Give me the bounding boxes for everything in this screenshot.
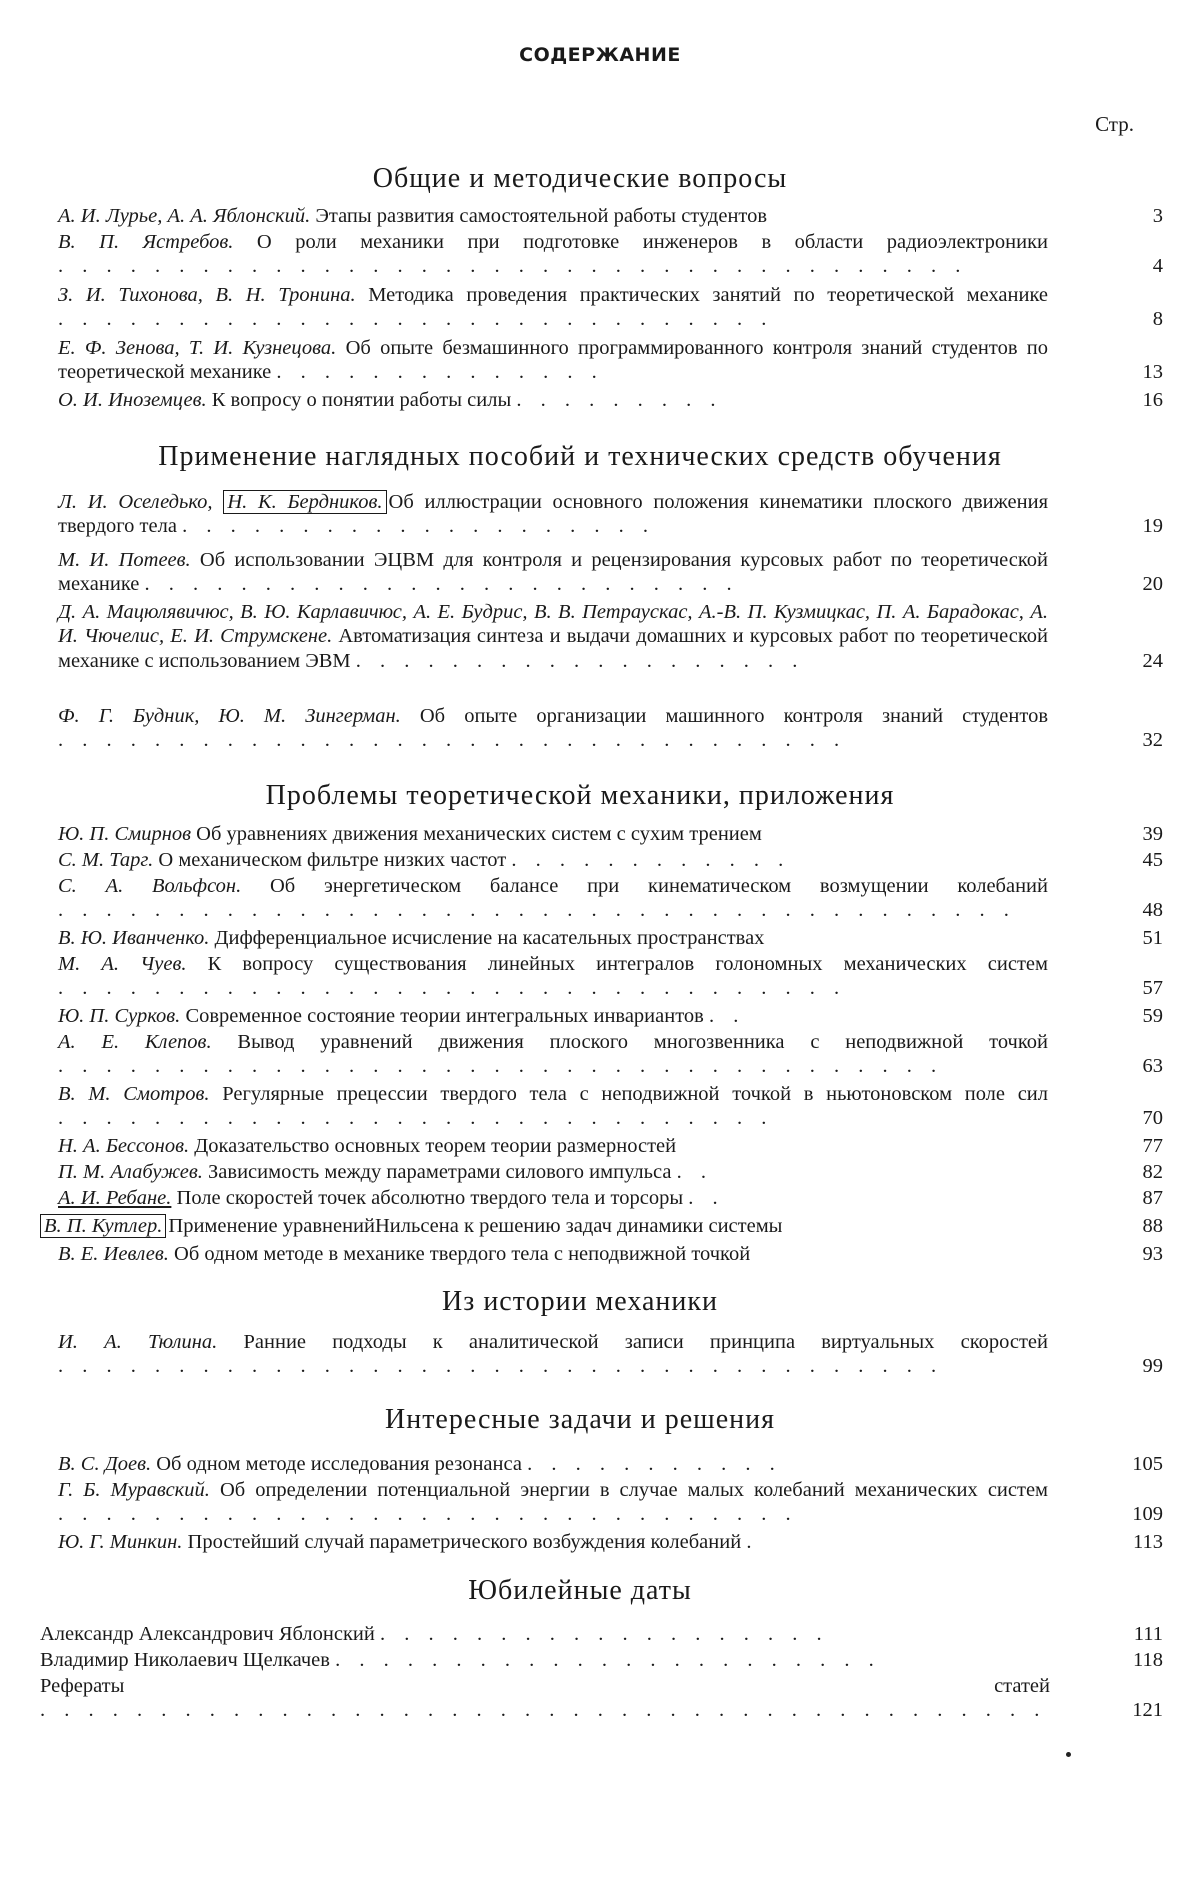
entry-page: 45 — [1142, 849, 1163, 871]
entry-page: 51 — [1142, 927, 1163, 949]
entry-title: Владимир Николаевич Щелкачев — [40, 1649, 330, 1671]
entry-page: 99 — [1142, 1355, 1163, 1378]
section-heading: Применение наглядных пособий и технических средств обучения — [158, 441, 1002, 472]
entry-page: 63 — [1142, 1055, 1163, 1078]
toc-entry: И. А. Тюлина. Ранние подходы к аналитической записи принципа виртуальных скоростей . . . . . . . . . . . . . . . . . . . . . . . . . . . . . . . . . . . . . 99 — [58, 1331, 1163, 1378]
entry-title: К вопросу о понятии работы силы — [211, 389, 512, 411]
entry-title: Рефераты статей — [40, 1675, 1050, 1697]
entry-author: Е. Ф. Зенова, Т. И. Кузнецова. — [58, 337, 337, 359]
entry-title: О механическом фильтре низких частот — [158, 849, 507, 871]
entry-title: Об одном методе в механике твердого тела с неподвижной точкой — [174, 1243, 751, 1265]
entry-title: Современное состояние теории интегральных инвариантов — [185, 1005, 704, 1027]
toc-entry — [40, 1214, 1163, 1238]
entry-title: Об опыте безмашинного программированного контроля знаний студентов по теоретической механике — [58, 337, 1049, 384]
entry-title: О роли механики при подготовке инженеров в области радиоэлектроники — [256, 231, 1049, 253]
entry-page: 16 — [1142, 389, 1163, 411]
entry-title: Об одном методе исследования резонанса — [156, 1453, 522, 1475]
toc-entry: Владимир Николаевич Щелкачев . . . . . . . . . . . . . . . . . . . . . . . 118 — [40, 1649, 1163, 1671]
toc-entry: Д. А. Мацюлявичюс, В. Ю. Карлавичюс, А. Е. Будрис, В. В. Петраускас, А.-В. П. Кузмицкас, П. А. Барадокас, А. И. Чючелис, Е. И. Струмскене. Автоматизация синтеза и выдачи домашних и курсовых работ по теоретической механике с использованием ЭВМ . . . . . . . . . . . . . . . . . . . 24 — [58, 601, 1163, 672]
entry-author: Л. И. Оселедько, — [58, 491, 213, 513]
toc-entry: Е. Ф. Зенова, Т. И. Кузнецова. Об опыте безмашинного программированного контроля знаний студентов по теоретической механике . . . . . . . . . . . . . . 13 — [58, 337, 1163, 384]
toc-entry: А. И. Ребане. Поле скоростей точек абсолютно твердого тела и торсоры . . 87 — [58, 1187, 1163, 1209]
entry-page: 70 — [1142, 1107, 1163, 1130]
entry-author: А. И. Ребане. — [58, 1187, 172, 1209]
entry-title: Об использовании ЭЦВМ для контроля и рецензирования курсовых работ по теоретической механике — [58, 549, 1048, 596]
entry-author: И. А. Тюлина. — [58, 1331, 218, 1353]
toc-entry: С. А. Вольфсон. Об энергетическом балансе при кинематическом возмущении колебаний . . . . . . . . . . . . . . . . . . . . . . . . . . . . . . . . . . . . . . . . 48 — [58, 875, 1163, 922]
entry-title: Доказательство основных теорем теории размерностей — [194, 1135, 677, 1157]
entry-page: 93 — [1142, 1243, 1163, 1265]
entry-author: В. М. Смотров. — [58, 1083, 210, 1105]
toc-entry: В. П. Ястребов. О роли механики при подготовке инженеров в области радиоэлектроники . . . . . . . . . . . . . . . . . . . . . . . . . . . . . . . . . . . . . . 4 — [58, 231, 1163, 278]
entry-page: 19 — [1142, 515, 1163, 538]
entry-page: 57 — [1142, 977, 1163, 1000]
entry-title: Этапы развития самостоятельной работы студентов — [315, 205, 768, 227]
entry-page: 3 — [1152, 205, 1163, 227]
entry-title: Об иллюстрации основного положения кинематики плоского движения твердого тела — [58, 491, 1048, 538]
entry-page: 88 — [1142, 1215, 1163, 1237]
entry-title: Об опыте организации машинного контроля знаний студентов — [419, 705, 1048, 727]
entry-author: Ю. Г. Минкин. — [58, 1531, 183, 1553]
entry-title: Вывод уравнений движения плоского многозвенника с неподвижной точкой — [237, 1031, 1049, 1053]
entry-author: М. И. Потеев. — [58, 549, 191, 571]
toc-entry: М. И. Потеев. Об использовании ЭЦВМ для контроля и рецензирования курсовых работ по теоретической механике . . . . . . . . . . . . . . . . . . . . . . . . . 20 — [58, 549, 1163, 596]
toc-entry: Ф. Г. Будник, Ю. М. Зингерман. Об опыте организации машинного контроля знаний студентов . . . . . . . . . . . . . . . . . . . . . . . . . . . . . . . . . 32 — [58, 705, 1163, 752]
toc-entry: Ю. П. Сурков. Современное состояние теории интегральных инвариантов . . 59 — [58, 1005, 1163, 1027]
section-heading: Интересные задачи и решения — [384, 1404, 775, 1435]
entry-page: 118 — [1133, 1649, 1163, 1671]
entry-author: С. А. Вольфсон. — [58, 875, 242, 897]
toc-entry: Александр Александрович Яблонский . . . . . . . . . . . . . . . . . . . 111 — [40, 1623, 1163, 1645]
entry-page: 24 — [1142, 649, 1163, 672]
entry-page: 109 — [1132, 1503, 1163, 1526]
entry-title: Регулярные прецессии твердого тела с неподвижной точкой в ньютоновском поле сил — [222, 1083, 1048, 1105]
entry-page: 87 — [1142, 1187, 1163, 1209]
entry-author: С. М. Тарг. — [58, 849, 154, 871]
entry-author: В. Е. Иевлев. — [58, 1243, 169, 1265]
toc-entry: В. М. Смотров. Регулярные прецессии твердого тела с неподвижной точкой в ньютоновском поле сил . . . . . . . . . . . . . . . . . . . . . . . . . . . . . . 70 — [58, 1083, 1163, 1130]
entry-page: 82 — [1142, 1161, 1163, 1183]
entry-page: 20 — [1142, 573, 1163, 596]
page-column-label: Стр. — [1095, 112, 1134, 136]
entry-page: 59 — [1142, 1005, 1163, 1027]
entry-page: 105 — [1132, 1453, 1163, 1475]
toc-entry: Г. Б. Муравский. Об определении потенциальной энергии в случае малых колебаний механических систем . . . . . . . . . . . . . . . . . . . . . . . . . . . . . . . 109 — [58, 1479, 1163, 1526]
entry-author: В. П. Ястребов. — [58, 231, 234, 253]
entry-author: В. С. Доев. — [58, 1453, 152, 1475]
section-heading: Общие и методические вопросы — [372, 163, 788, 194]
entry-title: Поле скоростей точек абсолютно твердого тела и торсоры — [176, 1187, 684, 1209]
entry-page: 13 — [1142, 361, 1163, 384]
toc-entry: А. Е. Клепов. Вывод уравнений движения плоского многозвенника с неподвижной точкой . . . . . . . . . . . . . . . . . . . . . . . . . . . . . . . . . . . . . 63 — [58, 1031, 1163, 1078]
boxed-author: Н. К. Бердников. — [223, 490, 386, 514]
entry-title: Ранние подходы к аналитической записи принципа виртуальных скоростей — [243, 1331, 1049, 1353]
entry-author: В. Ю. Иванченко. — [58, 927, 210, 949]
entry-author: Н. А. Бессонов. — [58, 1135, 190, 1157]
entry-page: 4 — [1152, 255, 1163, 278]
entry-page: 32 — [1142, 729, 1163, 752]
entry-author: О. И. Иноземцев. — [58, 389, 207, 411]
entry-author: М. А. Чуев. — [58, 953, 187, 975]
toc-entry — [58, 1134, 1163, 1158]
entry-title: Об уравнениях движения механических систем с сухим трением — [196, 823, 762, 845]
entry-title: Об определении потенциальной энергии в случае малых колебаний механических систем — [219, 1479, 1049, 1501]
ink-speck — [1066, 1752, 1071, 1757]
entry-title: Автоматизация синтеза и выдачи домашних и курсовых работ по теоретической механике с использованием ЭВМ — [58, 625, 1049, 672]
entry-title: К вопросу существования линейных интегралов голономных механических систем — [207, 953, 1048, 975]
entry-title: Зависимость между параметрами силового импульса — [208, 1161, 672, 1183]
toc-entry — [58, 822, 1163, 846]
toc-entry: О. И. Иноземцев. К вопросу о понятии работы силы . . . . . . . . . 16 — [58, 389, 1163, 411]
entry-author: Д. А. Мацюлявичюс, В. Ю. Карлавичюс, А. Е. Будрис, В. В. Петраускас, А.-В. П. Кузмицкас, П. А. Барадокас, А. И. Чючелис, Е. И. Струмскене. — [58, 601, 1048, 648]
entry-author: А. И. Лурье, А. А. Яблонский. — [58, 205, 311, 227]
entry-page: 113 — [1133, 1531, 1163, 1553]
entry-page: 48 — [1142, 899, 1163, 922]
entry-page: 111 — [1133, 1623, 1163, 1645]
entry-title: Простейший случай параметрического возбуждения колебаний — [187, 1531, 742, 1553]
toc-entry: В. С. Доев. Об одном методе исследования резонанса . . . . . . . . . . . 105 — [58, 1453, 1163, 1475]
entry-page: 121 — [1132, 1699, 1163, 1722]
entry-title: Применение уравненийНильсена к решению задач динамики системы — [168, 1215, 783, 1237]
entry-page: 77 — [1142, 1135, 1163, 1157]
toc-entry: З. И. Тихонова, В. Н. Тронина. Методика проведения практических занятий по теоретической механике . . . . . . . . . . . . . . . . . . . . . . . . . . . . . . 8 — [58, 284, 1163, 331]
entry-author: А. Е. Клепов. — [58, 1031, 212, 1053]
entry-author: Ю. П. Смирнов — [58, 823, 192, 845]
section-heading: Из истории механики — [442, 1286, 718, 1317]
entry-page: 39 — [1142, 823, 1163, 845]
entry-title: Об энергетическом балансе при кинематическом возмущении колебаний — [270, 875, 1048, 897]
toc-entry: М. А. Чуев. К вопросу существования линейных интегралов голономных механических систем . . . . . . . . . . . . . . . . . . . . . . . . . . . . . . . . . 57 — [58, 953, 1163, 1000]
toc-entry: Л. И. Оселедько, Н. К. Бердников. Об иллюстрации основного положения кинематики плоского движения твердого тела . . . . . . . . . . . . . . . . . . . . 19 — [58, 491, 1163, 538]
section-heading: Юбилейные даты — [468, 1575, 692, 1606]
toc-entry — [58, 204, 1163, 228]
entry-title: Дифференциальное исчисление на касательных пространствах — [214, 927, 765, 949]
entry-title: Александр Александрович Яблонский — [40, 1623, 375, 1645]
entry-author: П. М. Алабужев. — [58, 1161, 203, 1183]
entry-author: Ф. Г. Будник, Ю. М. Зингерман. — [58, 705, 401, 727]
section-heading: Проблемы теоретической механики, приложения — [265, 780, 895, 811]
entry-author: З. И. Тихонова, В. Н. Тронина. — [58, 284, 356, 306]
toc-entry: С. М. Тарг. О механическом фильтре низких частот . . . . . . . . . . . . 45 — [58, 849, 1163, 871]
entry-title: Методика проведения практических занятий по теоретической механике — [368, 284, 1049, 306]
entry-page: 8 — [1152, 308, 1163, 331]
toc-entry — [58, 1242, 1163, 1266]
toc-entry: Ю. Г. Минкин. Простейший случай параметрического возбуждения колебаний . 113 — [58, 1531, 1163, 1553]
toc-entry: Рефераты статей . . . . . . . . . . . . . . . . . . . . . . . . . . . . . . . . . . . . . . . . . . 121 — [40, 1675, 1163, 1722]
entry-author: Ю. П. Сурков. — [58, 1005, 181, 1027]
toc-entry — [58, 926, 1163, 950]
toc-entry: П. М. Алабужев. Зависимость между параметрами силового импульса . . 82 — [58, 1161, 1163, 1183]
page-title: СОДЕРЖАНИЕ — [519, 44, 681, 66]
boxed-author: В. П. Кутлер. — [40, 1214, 166, 1238]
entry-author: Г. Б. Муравский. — [58, 1479, 210, 1501]
